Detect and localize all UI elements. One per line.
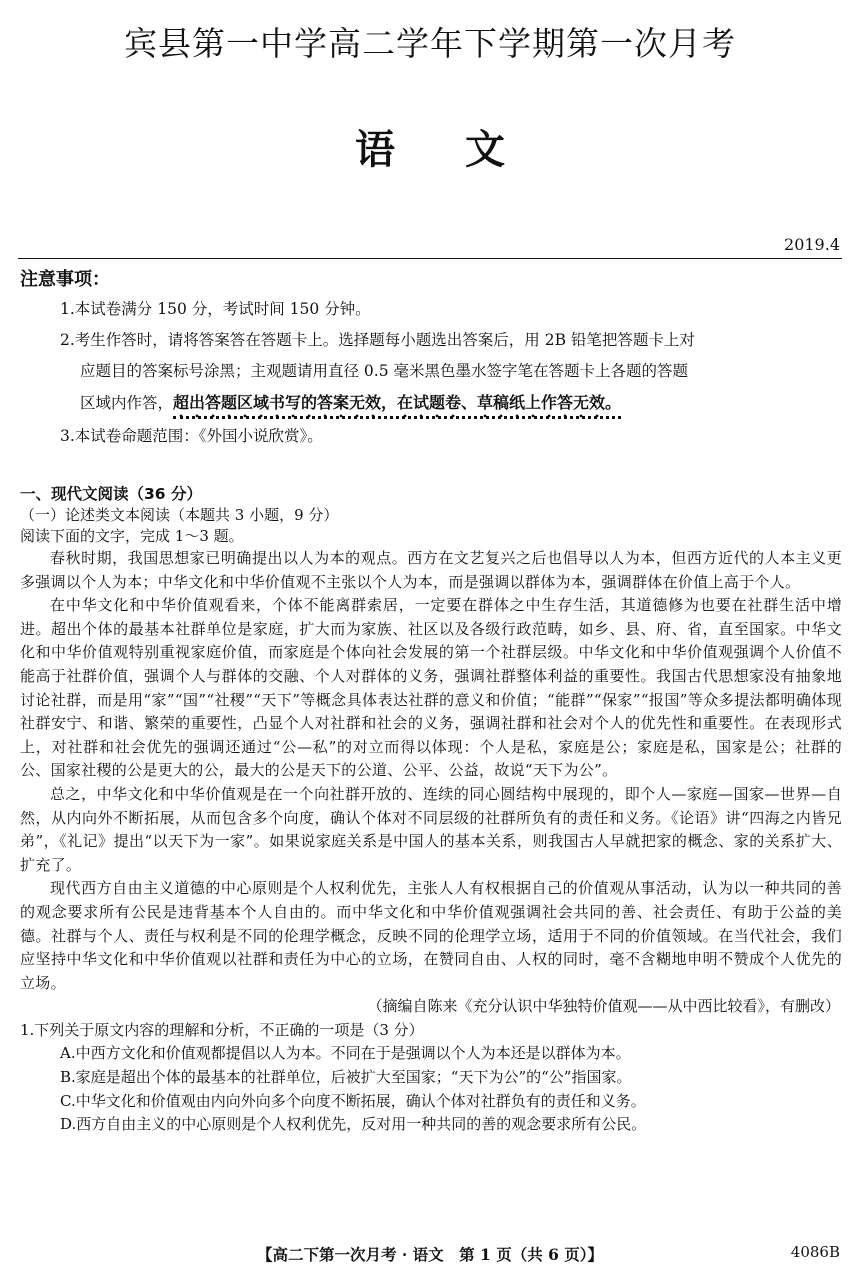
passage-paragraph-1: 春秋时期，我国思想家已明确提出以人为本的观点。西方在文艺复兴之后也倡导以人为本，但西方近代的人本主义更多强调以个人为本；中华文化和中华价值观不主张以个人为本，而是强调以群体为本，强调群体在价值上高于个人。 <box>20 549 842 591</box>
paper-code: 4086B <box>790 1243 840 1261</box>
exam-title: 宾县第一中学高二学年下学期第一次月考 <box>124 24 736 63</box>
header-divider <box>18 258 842 259</box>
notice-list <box>60 294 842 452</box>
section-heading: 一、现代文阅读（36 分） <box>20 485 202 503</box>
passage-paragraph-4: 现代西方自由主义道德的中心原则是个人权利优先，主张人人有权根据自己的价值观从事活动，认为以一种共同的善的观念要求所有公民是违背基本个人自由的。而中华文化和中华价值观强调社会共同的善、社会责任、有助于公益的美德。社群与个人、责任与权利是不同的伦理学概念，反映不同的伦理学立场，适用于不同的价值领域。在当代社会，我们应坚持中华文化和中华价值观以社群和责任为中心的立场，在赞同自由、人权的同时，毫不含糊地申明不赞成个人优先的立场。 <box>20 879 842 992</box>
passage-source: （摘编自陈来《充分认识中华独特价值观——从中西比较看》，有删改） <box>367 997 840 1016</box>
passage-paragraph-2: 在中华文化和中华价值观看来，个体不能离群索居，一定要在群体之中生存生活，其道德修为也要在社群生活中增进。超出个体的最基本社群单位是家庭，扩大而为家族、社区以及各级行政范畴，如乡、县、府、省，直至国家。中华文化和中华价值观特别重视家庭价值，而家庭是个体向社会发展的第一个社群层级。中华文化和中华价值观强调个人价值不能高于社群价值，强调个人与群体的交融、个人对群体的义务，强调社群整体利益的重要性。我国古代思想家没有抽象地讨论社群，而是用“家”“国”“社稷”“天下”等概念具体表达社群的意义和价值；“能群”“保家”“报国”等众多提法都明确体现社群安宁、和谐、繁荣的重要性，凸显个人对社群和社会的义务，强调社群和社会对个人的优先性和重要性。在表现形式上，对社群和社会优先的强调还通过“公—私”的对立而得以体现：个人是私，家庭是公；家庭是私，国家是公；社群的公、国家社稷的公是更大的公，最大的公是天下的公道、公平、公益，故说“天下为公”。 <box>20 596 842 780</box>
section-instruction: 阅读下面的文字，完成 1～3 题。 <box>20 527 244 545</box>
passage-paragraph-3: 总之，中华文化和中华价值观是在一个向社群开放的、连续的同心圆结构中展现的，即个人—家庭—国家—世界—自然，从内向外不断拓展，从而包含多个向度，确认个体对不同层级的社群所负有的责任和义务。《论语》讲“四海之内皆兄弟”，《礼记》提出“以天下为一家”。如果说家庭关系是中国人的基本关系，则我国古人早就把家的概念、家的关系扩大、扩充了。 <box>20 784 842 874</box>
notice-emphasis: 超出答题区域书写的答案无效，在试题卷、草稿纸上作答无效。 <box>173 393 621 419</box>
notice-item-2-line1: 2.考生作答时，请将答案答在答题卡上。选择题每小题选出答案后，用 2B 铅笔把答题卡上对 <box>60 331 695 349</box>
exam-date: 2019.4 <box>784 235 840 254</box>
notice-item-1: 1.本试卷满分 150 分，考试时间 150 分钟。 <box>60 300 371 318</box>
notice-heading: 注意事项： <box>20 269 110 290</box>
page-footer: 【高二下第一次月考 · 语文 第 1 页（共 6 页）】 <box>256 1245 604 1264</box>
notice-item-2-plain: 区域内作答， <box>80 394 174 412</box>
subject-title: 语文 <box>355 127 575 173</box>
notice-item-2-line3 <box>60 387 842 421</box>
question-1-stem: 1.下列关于原文内容的理解和分析，不正确的一项是（3 分） <box>20 1020 424 1039</box>
question-1-option-c: C.中华文化和价值观由内向外向多个向度不断拓展，确认个体对社群负有的责任和义务。 <box>60 1091 646 1110</box>
question-1-option-a: A.中西方文化和价值观都提倡以人为本。不同在于是强调以个人为本还是以群体为本。 <box>60 1044 631 1063</box>
question-1-option-b: B.家庭是超出个体的最基本的社群单位，后被扩大至国家；“天下为公”的“公”指国家。 <box>60 1068 632 1087</box>
question-1-option-d: D.西方自由主义的中心原则是个人权利优先，反对用一种共同的善的观念要求所有公民。 <box>60 1115 647 1134</box>
notice-item-2-line2: 应题目的答案标号涂黑；主观题请用直径 0.5 毫米黑色墨水签字笔在答题卡上各题的答题 <box>80 362 689 380</box>
section-subheading: （一）论述类文本阅读（本题共 3 小题，9 分） <box>20 506 339 524</box>
reading-section <box>20 484 842 1137</box>
notice-item-2 <box>60 325 842 421</box>
notice-item-3: 3.本试卷命题范围：《外国小说欣赏》。 <box>60 427 323 445</box>
